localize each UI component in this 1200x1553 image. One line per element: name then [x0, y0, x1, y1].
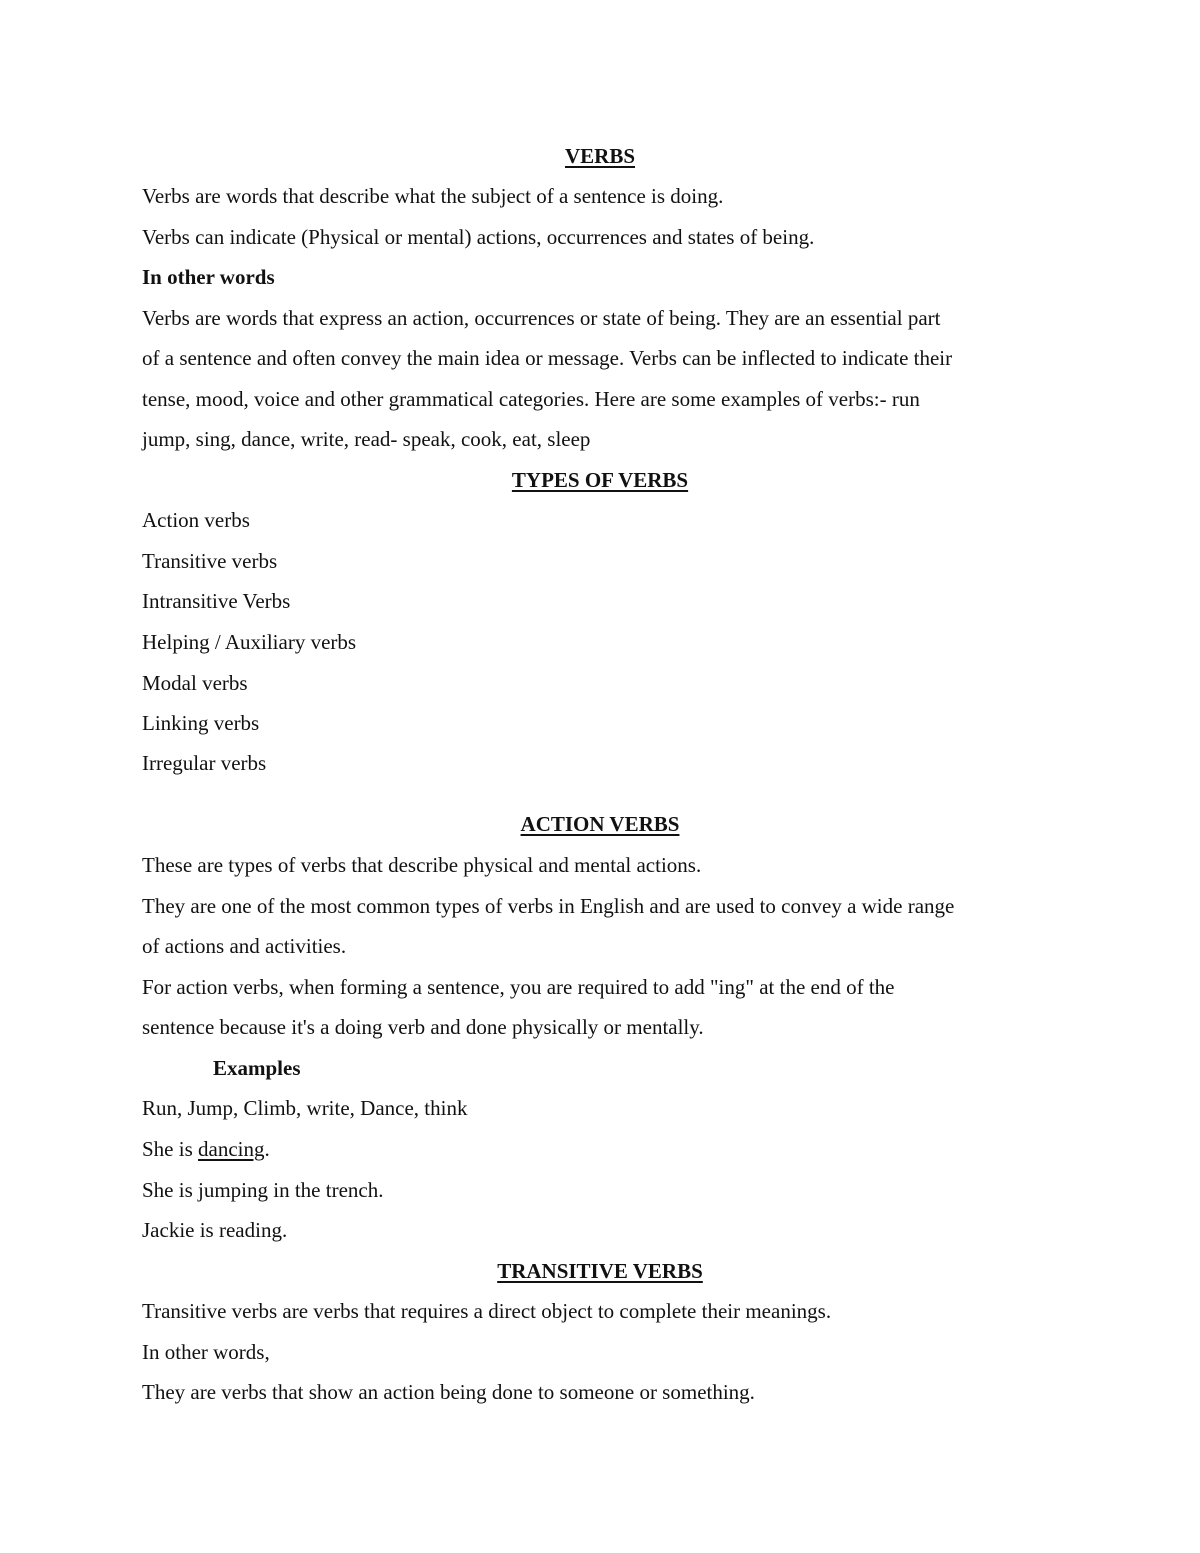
intro-line-2: Verbs can indicate (Physical or mental) actions, occurrences and states of being.: [142, 225, 815, 249]
examples-heading: Examples: [213, 1056, 301, 1080]
in-other-words-heading: In other words: [142, 265, 275, 289]
action-line-3: of actions and activities.: [142, 934, 347, 958]
example-sentence-3: Jackie is reading.: [142, 1218, 288, 1242]
action-line-4: For action verbs, when forming a sentence, you are required to add "ing" at the end of the: [142, 975, 895, 999]
intro-line-1: Verbs are words that describe what the subject of a sentence is doing.: [142, 184, 724, 208]
action-line-1: These are types of verbs that describe physical and mental actions.: [142, 853, 702, 877]
example-sentence-1: [142, 1136, 1072, 1162]
paragraph-line-4: jump, sing, dance, write, read- speak, cook, eat, sleep: [142, 427, 591, 451]
page-title: VERBS: [564, 144, 636, 168]
types-list-item: Action verbs: [142, 508, 250, 532]
action-verbs-heading: ACTION VERBS: [520, 812, 680, 836]
types-list-item: Irregular verbs: [142, 751, 267, 775]
transitive-line-2: In other words,: [142, 1340, 270, 1364]
types-list-item: Modal verbs: [142, 671, 248, 695]
types-list-item: Transitive verbs: [142, 549, 278, 573]
paragraph-line-3: tense, mood, voice and other grammatical categories. Here are some examples of verbs:- run: [142, 387, 920, 411]
types-list-item: Linking verbs: [142, 711, 260, 735]
transitive-verbs-heading: TRANSITIVE VERBS: [497, 1259, 703, 1283]
paragraph-line-1: Verbs are words that express an action, occurrences or state of being. They are an essential part: [142, 306, 941, 330]
types-list-item: Intransitive Verbs: [142, 589, 291, 613]
paragraph-line-2: of a sentence and often convey the main idea or message. Verbs can be inflected to indicate their: [142, 346, 953, 370]
example-1-prefix: She is: [142, 1137, 199, 1161]
types-of-verbs-heading: TYPES OF VERBS: [511, 468, 689, 492]
action-line-2: They are one of the most common types of verbs in English and are used to convey a wide range: [142, 894, 955, 918]
transitive-line-1: Transitive verbs are verbs that requires a direct object to complete their meanings.: [142, 1299, 832, 1323]
types-list-item: Helping / Auxiliary verbs: [142, 630, 357, 654]
action-line-5: sentence because it's a doing verb and done physically or mentally.: [142, 1015, 704, 1039]
example-1-suffix: .: [264, 1137, 270, 1161]
transitive-line-3: They are verbs that show an action being done to someone or something.: [142, 1380, 755, 1404]
example-1-underlined-word: dancing: [198, 1137, 265, 1161]
examples-list: Run, Jump, Climb, write, Dance, think: [142, 1096, 468, 1120]
example-sentence-2: She is jumping in the trench.: [142, 1178, 384, 1202]
